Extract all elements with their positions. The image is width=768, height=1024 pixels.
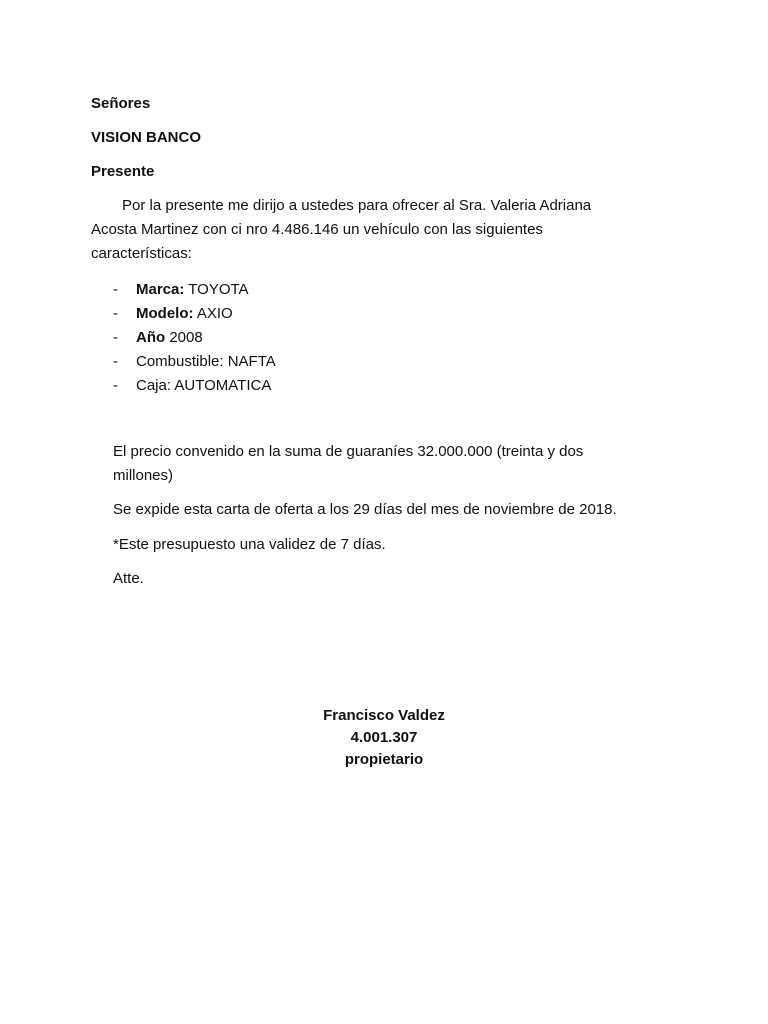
list-dash: - xyxy=(113,353,118,370)
salutation: Señores xyxy=(91,95,151,112)
list-item xyxy=(113,328,276,352)
spec-value: NAFTA xyxy=(227,353,276,370)
spec-label: Año xyxy=(136,329,166,346)
vehicle-spec-list xyxy=(113,280,276,400)
signer-id-number: 4.001.307 xyxy=(350,729,418,746)
issue-date-line: Se expide esta carta de oferta a los 29 días del mes de noviembre de 2018. xyxy=(113,501,617,518)
spec-label: Marca: xyxy=(136,281,185,298)
spec-label: Combustible: xyxy=(136,353,224,370)
signature-block xyxy=(284,705,484,771)
spec-value: 2008 xyxy=(169,329,203,346)
spec-label: Modelo: xyxy=(136,305,194,322)
list-dash: - xyxy=(113,329,118,346)
price-line-2: millones) xyxy=(113,467,174,484)
price-line-1: El precio convenido en la suma de guaraníes 32.000.000 (treinta y dos xyxy=(113,443,584,460)
list-item xyxy=(113,304,276,328)
validity-note: *Este presupuesto una validez de 7 días. xyxy=(113,536,386,553)
signer-role: propietario xyxy=(344,751,424,768)
spec-label: Caja: xyxy=(136,377,172,394)
intro-line-2: Acosta Martinez con ci nro 4.486.146 un vehículo con las siguientes xyxy=(91,221,543,238)
spec-value: TOYOTA xyxy=(188,281,249,298)
list-dash: - xyxy=(113,305,118,322)
list-item xyxy=(113,376,276,400)
presente-heading: Presente xyxy=(91,163,155,180)
intro-line-3: características: xyxy=(91,245,192,262)
list-item xyxy=(113,352,276,376)
list-dash: - xyxy=(113,281,118,298)
signer-name: Francisco Valdez xyxy=(323,707,445,724)
list-dash: - xyxy=(113,377,118,394)
spec-value: AUTOMATICA xyxy=(174,377,272,394)
recipient-name: VISION BANCO xyxy=(91,129,202,146)
closing-text: Atte. xyxy=(113,570,144,587)
spec-value: AXIO xyxy=(196,305,233,322)
list-item xyxy=(113,280,276,304)
intro-line-1: Por la presente me dirijo a ustedes para ofrecer al Sra. Valeria Adriana xyxy=(122,197,592,214)
